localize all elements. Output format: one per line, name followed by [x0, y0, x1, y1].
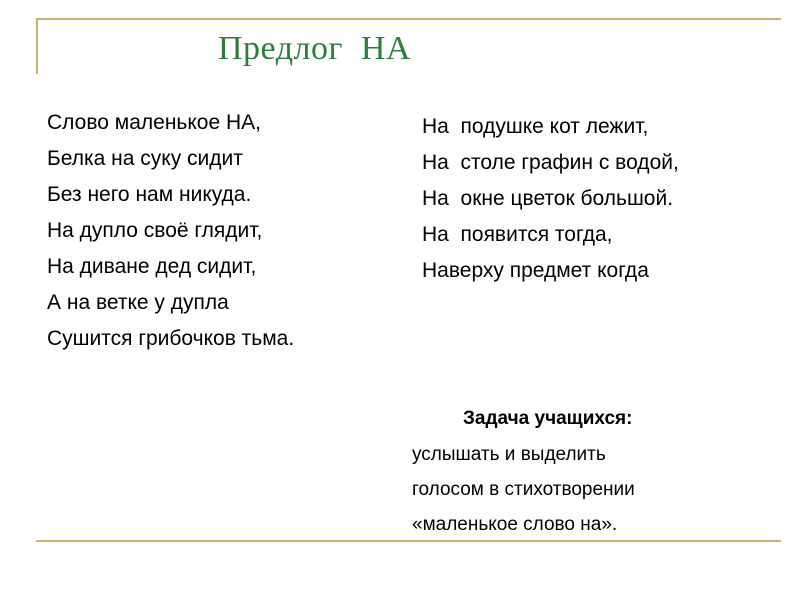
poem-line: Слово маленькое НА, — [47, 111, 261, 134]
poem-line: Белка на суку сидит — [47, 147, 243, 170]
slide-title: Предлог НА — [218, 30, 412, 67]
poem-line: Без него нам никуда. — [47, 183, 252, 206]
poem-line: На подушке кот лежит, — [422, 115, 649, 138]
task-line: услышать и выделить — [412, 444, 606, 465]
student-task-block — [412, 401, 732, 542]
poem-line: На диване дед сидит, — [47, 255, 257, 278]
poem-line: На появится тогда, — [422, 223, 613, 246]
task-heading: Задача учащихся: — [463, 408, 633, 429]
task-line: голосом в стихотворении — [412, 479, 635, 500]
poem-line: На дупло своё глядит, — [47, 219, 263, 242]
poem-line: Сушится грибочков тьма. — [47, 327, 295, 350]
left-border-line — [36, 18, 38, 74]
poem-line: А на ветке у дупла — [47, 291, 229, 314]
task-description — [412, 437, 732, 542]
poem-line: Наверху предмет когда — [422, 259, 649, 282]
task-line: «маленькое слово на». — [412, 514, 618, 535]
poem-line: На окне цветок большой. — [422, 187, 674, 210]
poem-line: На столе графин с водой, — [422, 151, 679, 174]
top-border-line — [36, 18, 781, 20]
poem-left-column — [47, 105, 294, 357]
poem-right-column — [422, 109, 679, 289]
bottom-border-line — [36, 540, 781, 542]
